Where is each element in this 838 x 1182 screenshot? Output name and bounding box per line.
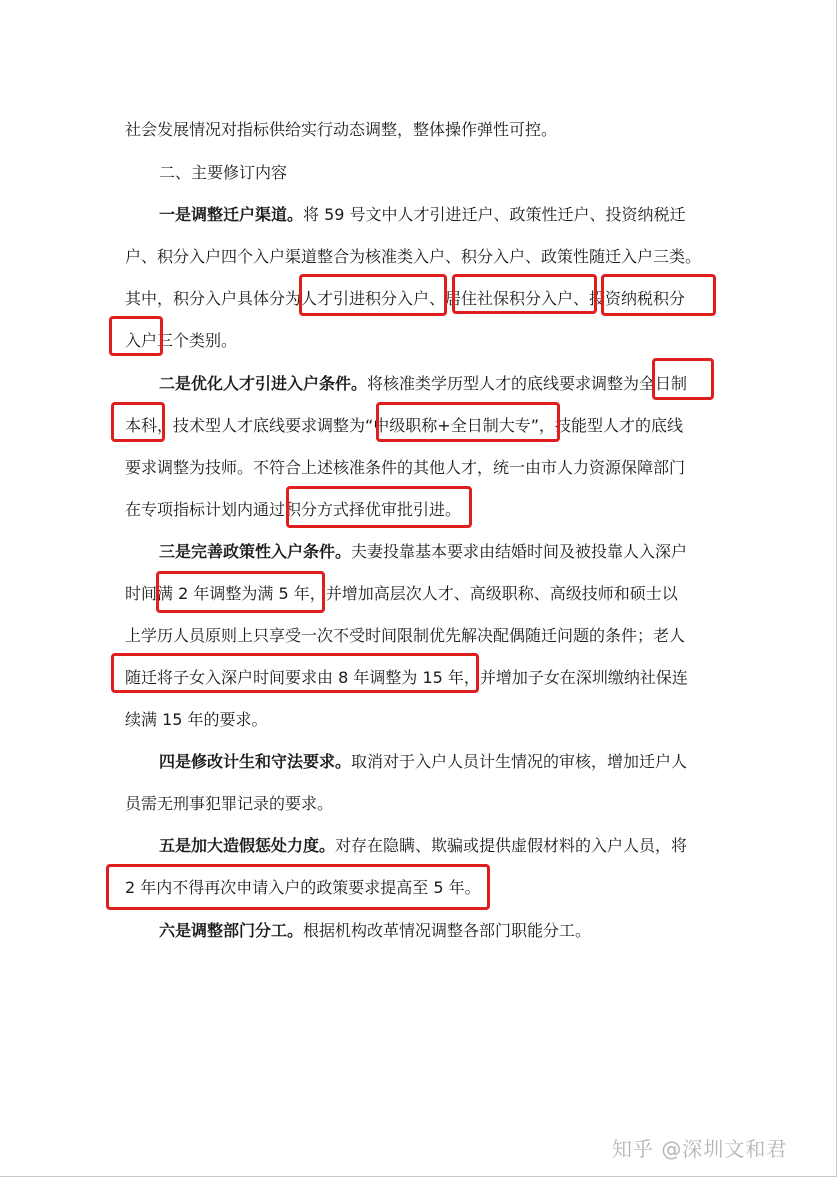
paragraph-line: 续满 15 年的要求。: [125, 710, 268, 729]
paragraph-lead: 六是调整部门分工。: [159, 921, 304, 940]
paragraph-line: 四是修改计生和守法要求。取消对于入户人员计生情况的审核，增加迁户人: [159, 752, 688, 771]
paragraph-line: 上学历人员原则上只享受一次不受时间限制优先解决配偶随迁问题的条件；老人: [125, 626, 686, 645]
paragraph-line: 一是调整迁户渠道。将 59 号文中人才引进迁户、政策性迁户、投资纳税迁: [159, 205, 686, 224]
paragraph-line: 五是加大造假惩处力度。对存在隐瞒、欺骗或提供虚假材料的入户人员，将: [159, 836, 688, 855]
paragraph-lead: 三是完善政策性入户条件。: [159, 542, 352, 561]
paragraph-line: 要求调整为技师。不符合上述核准条件的其他人才，统一由市人力资源保障部门: [125, 458, 686, 477]
paragraph-line: 员需无刑事犯罪记录的要求。: [125, 794, 334, 813]
paragraph-lead: 五是加大造假惩处力度。: [159, 836, 336, 855]
paragraph-line: 本科，技术型人才底线要求调整为“中级职称+全日制大专”，技能型人才的底线: [125, 416, 683, 435]
paragraph-line: 其中，积分入户具体分为人才引进积分入户、居住社保积分入户、投资纳税积分: [125, 289, 686, 308]
paragraph-line: 2 年内不得再次申请入户的政策要求提高至 5 年。: [125, 878, 481, 897]
paragraph-line: 三是完善政策性入户条件。夫妻投靠基本要求由结婚时间及被投靠人入深户: [159, 542, 688, 561]
paragraph-lead: 一是调整迁户渠道。: [159, 205, 304, 224]
watermark: 知乎 @深圳文和君: [612, 1137, 788, 1161]
paragraph-line: 时间满 2 年调整为满 5 年，并增加高层次人才、高级职称、高级技师和硕士以: [125, 584, 678, 603]
paragraph-line: 在专项指标计划内通过积分方式择优审批引进。: [125, 500, 462, 519]
paragraph-line: 六是调整部门分工。根据机构改革情况调整各部门职能分工。: [159, 921, 592, 940]
paragraph-line: 二是优化人才引进入户条件。将核准类学历型人才的底线要求调整为全日制: [159, 374, 688, 393]
paragraph-line: 随迁将子女入深户时间要求由 8 年调整为 15 年，并增加子女在深圳缴纳社保连: [125, 668, 688, 687]
paragraph-lead: 二是优化人才引进入户条件。: [159, 374, 368, 393]
paragraph-lead: 四是修改计生和守法要求。: [159, 752, 352, 771]
section-heading: 二、主要修订内容: [159, 163, 288, 182]
paragraph-line: 入户三个类别。: [125, 331, 238, 350]
intro-line: 社会发展情况对指标供给实行动态调整，整体操作弹性可控。: [125, 120, 558, 139]
paragraph-line: 户、积分入户四个入户渠道整合为核准类入户、积分入户、政策性随迁入户三类。: [125, 247, 702, 266]
